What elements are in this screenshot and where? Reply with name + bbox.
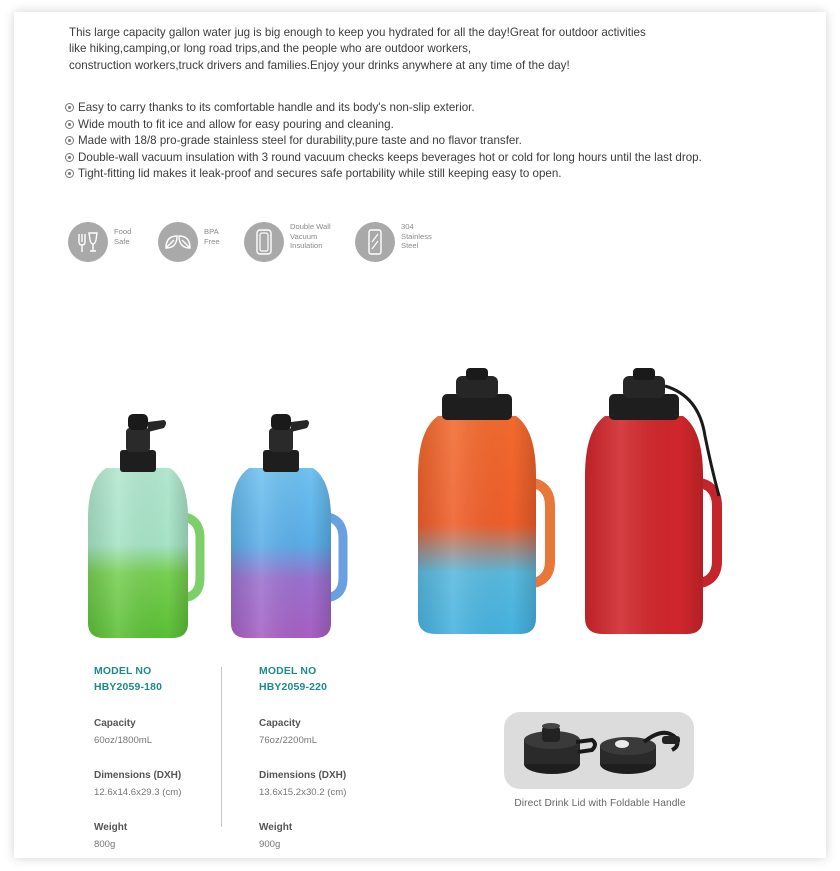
bullet-icon [65, 169, 74, 178]
intro-paragraph [69, 25, 769, 74]
model-label: MODEL NO [94, 666, 152, 677]
badge-label: Steel [401, 241, 419, 251]
feature-item [65, 166, 805, 183]
capacity-label: Capacity [94, 718, 136, 729]
product-sheet [14, 12, 826, 858]
dimensions-value: 12.6x14.6x29.3 (cm) [94, 787, 182, 798]
bullet-icon [65, 103, 74, 112]
leaf-icon [158, 222, 198, 262]
feature-item [65, 117, 805, 134]
badge-label: Vacuum [290, 231, 318, 241]
bullet-icon [65, 153, 74, 162]
feature-text: Made with 18/8 pro-grade stainless steel for durability,pure taste and no flavor transfer. [78, 134, 522, 148]
steel-icon [355, 222, 395, 262]
model-number: HBY2059-180 [94, 681, 163, 693]
badge-label: BPA [204, 227, 219, 236]
weight-label: Weight [94, 822, 128, 833]
feature-item [65, 133, 805, 150]
weight-value: 900g [259, 839, 281, 850]
badge-label: 304 [401, 222, 414, 231]
feature-text: Tight-fitting lid makes it leak-proof and secures safe portability while still keeping easy to open. [78, 167, 562, 181]
badge-label: Food [114, 227, 132, 236]
feature-text: Easy to carry thanks to its comfortable handle and its body's non-slip exterior. [78, 101, 475, 114]
bottle-blue-purple-image [227, 398, 352, 648]
badge-label: Double Wall [290, 222, 331, 231]
food-safe-icon [68, 222, 108, 262]
spec-divider [221, 667, 222, 827]
bottle-orange-blue-image [412, 356, 557, 646]
model-label: MODEL NO [259, 666, 317, 677]
weight-value: 800g [94, 839, 116, 850]
model-number: HBY2059-220 [259, 681, 328, 693]
intro-line: This large capacity gallon water jug is big enough to keep you hydrated for all the day!Great for outdoor activities [69, 26, 646, 39]
badge-label: Free [204, 236, 220, 246]
intro-line: like hiking,camping,or long road trips,and the people who are outdoor workers, [69, 42, 472, 56]
badge-label: Safe [114, 236, 130, 246]
lid-caption: Direct Drink Lid with Foldable Handle [514, 798, 686, 809]
badge-label: Stainless [401, 231, 432, 241]
capacity-value: 60oz/1800mL [94, 735, 153, 746]
feature-text: Wide mouth to fit ice and allow for easy pouring and cleaning. [78, 117, 394, 131]
dimensions-label: Dimensions (DXH) [94, 770, 182, 781]
bottle-mint-green-image [84, 398, 209, 648]
weight-label: Weight [259, 822, 293, 833]
feature-text: Double-wall vacuum insulation with 3 round vacuum checks keeps beverages hot or cold for long hours until the last drop. [78, 150, 702, 164]
capacity-value: 76oz/2200mL [259, 735, 318, 746]
lid-image-panel [504, 712, 694, 789]
bottle-red-image [579, 356, 724, 646]
feature-list [65, 100, 805, 183]
lid-image [504, 712, 694, 789]
dimensions-label: Dimensions (DXH) [259, 770, 347, 781]
spec-block-model-2 [259, 664, 409, 851]
double-wall-icon [244, 222, 284, 262]
bullet-icon [65, 136, 74, 145]
badge-label: Insulation [290, 241, 323, 251]
capacity-label: Capacity [259, 718, 301, 729]
bullet-icon [65, 120, 74, 129]
intro-line: construction workers,truck drivers and families.Enjoy your drinks anywhere at any time of the day! [69, 58, 570, 72]
feature-item [65, 150, 805, 167]
feature-item [65, 100, 805, 117]
dimensions-value: 13.6x15.2x30.2 (cm) [259, 787, 347, 798]
